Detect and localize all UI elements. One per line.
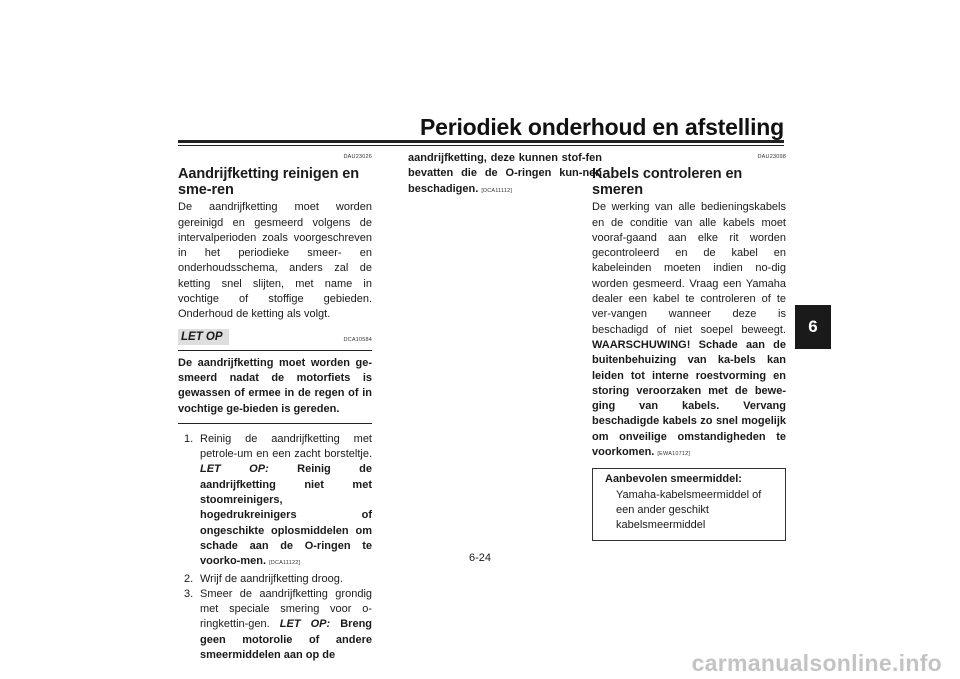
watermark: carmanualsonline.info xyxy=(691,650,942,676)
step-list xyxy=(178,432,372,663)
step-warning-text: Reinig de aandrijfketting niet met stoomreinigers, hogedrukreinigers of ongeschikte oplosmiddelen om schade aan de O-ringen te voorko-men. xyxy=(200,463,372,568)
notice-header xyxy=(178,329,372,349)
step-text: Wrijf de aandrijfketting droog. xyxy=(200,572,343,585)
step-code: [DCA11122] xyxy=(269,560,301,567)
page-title: Periodiek onderhoud en afstelling xyxy=(419,114,784,140)
section-body xyxy=(592,200,786,462)
page-number: 6-24 xyxy=(468,552,492,564)
recommended-lubricant-box xyxy=(592,468,786,540)
continued-warning-text: aandrijfketting, deze kunnen stof-fen bevatten die de O-ringen kun-nen beschadigen. xyxy=(408,152,602,195)
step-number: 1. xyxy=(184,432,194,445)
step-number: 2. xyxy=(184,572,194,585)
step-text: Reinig de aandrijfketting met petrole-um en een zacht borsteltje. xyxy=(200,432,372,461)
notice-inline-label: LET OP: xyxy=(279,618,331,631)
section-code: DAU23098 xyxy=(757,154,786,160)
chapter-tab: 6 xyxy=(795,305,831,349)
step-warning-text: Breng geen motorolie of andere smeermiddelen aan op de xyxy=(200,618,373,662)
list-item xyxy=(178,587,372,663)
step-text: Smeer de aandrijfketting grondig met speciale smering voor o-ringkettin-gen. xyxy=(200,587,372,631)
column-right xyxy=(592,150,786,541)
header-rule-thin xyxy=(178,145,784,146)
continued-text xyxy=(408,151,602,199)
section-heading: Kabels controleren en smeren xyxy=(592,166,743,199)
header-rule xyxy=(178,140,784,143)
continued-code: [DCA11112] xyxy=(481,187,513,194)
list-item xyxy=(178,572,372,587)
recommended-title: Aanbevolen smeermiddel: xyxy=(605,473,742,486)
step-number: 3. xyxy=(184,587,194,600)
section-heading: Aandrijfketting reinigen en sme-ren xyxy=(178,166,359,199)
notice-code: DCA10584 xyxy=(343,336,372,343)
notice-label: LET OP xyxy=(178,329,229,345)
warning-label: WAARSCHUWING! xyxy=(592,338,691,351)
column-middle xyxy=(408,151,602,199)
list-item xyxy=(178,432,372,572)
notice-inline-label: LET OP: xyxy=(200,463,269,476)
section-body-text: De werking van alle bedieningskabels en de conditie van alle kabels moet vooraf-gaand aan elke rit worden gecontroleerd en de kabel en kabeleinden moeten indien no-dig worden gesmeerd. Vraag een Yamaha dealer een kabel te controleren of te ver-vangen wanneer deze is beschadigd of niet soepel beweegt. xyxy=(592,201,786,336)
warning-code: [EWA10712] xyxy=(657,451,691,458)
notice-text: De aandrijfketting moet worden ge-smeerd nadat de motorfiets is gewassen of ermee in de regen of in vochtige ge-bieden is gereden. xyxy=(178,350,372,424)
section-body: De aandrijfketting moet worden gereinigd en gesmeerd volgens de intervalperioden zoals voorgeschreven in het periodieke smeer- en onderhoudsschema, anders zal de ketting snel slijten, met name in vochtige of stoffige gebieden. Onderhoud de ketting als volgt. xyxy=(178,201,372,321)
section-code: DAU23026 xyxy=(343,154,372,160)
recommended-text: Yamaha-kabelsmeermiddel of een ander geschikt kabelsmeermiddel xyxy=(616,488,762,532)
column-left xyxy=(178,150,372,663)
warning-text: Schade aan de buitenbehuizing van ka-bels kan leiden tot interne roestvorming en storing veroorzaken met de bewe-ging van kabels. Vervang beschadigde kabels zo snel mogelijk om onveilige omstandigheden te voorkomen. xyxy=(592,338,786,459)
